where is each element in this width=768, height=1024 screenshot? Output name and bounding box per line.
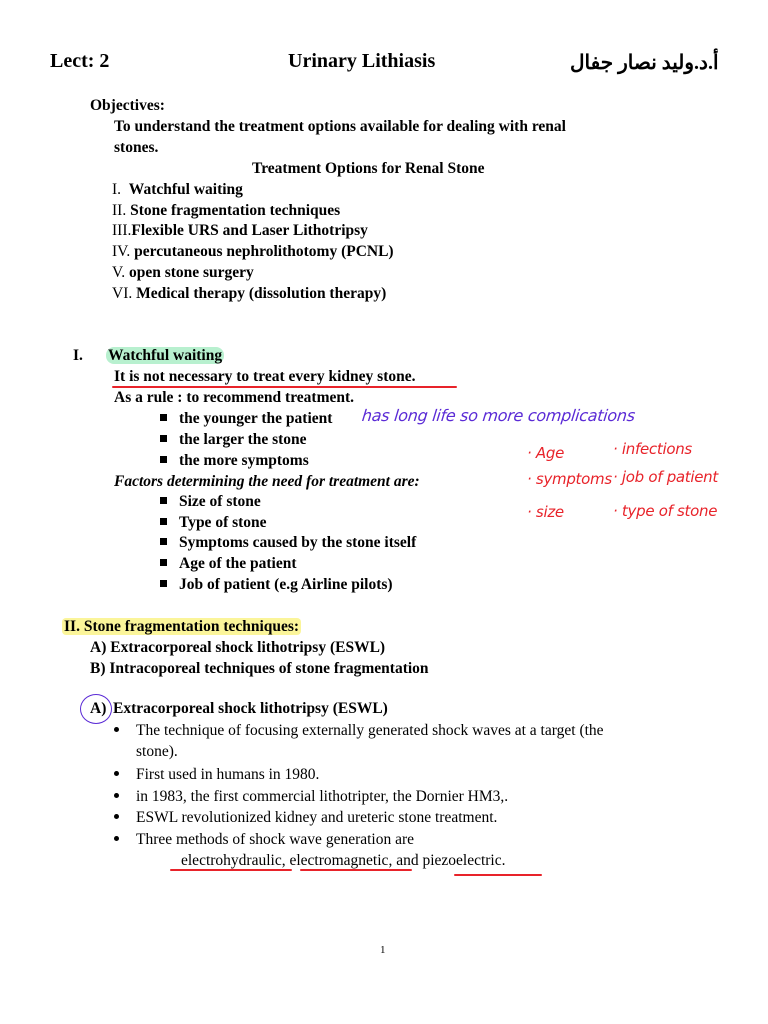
square-bullet-icon [160, 538, 167, 545]
author-name: أ.د.وليد نصار جفال [570, 52, 719, 74]
list-item: Three methods of shock wave generation are [114, 830, 414, 850]
section1-line2: As a rule : to recommend treatment. [114, 389, 355, 406]
handwritten-note-red: · job of patient [613, 468, 718, 486]
option-item: VI. Medical therapy (dissolution therapy) [112, 285, 387, 302]
handwritten-note-red: · infections [613, 440, 692, 458]
objectives-text-line1: To understand the treatment options available for dealing with renal [114, 118, 566, 135]
list-item: First used in humans in 1980. [114, 765, 319, 785]
section2-heading: II. Stone fragmentation techniques: [64, 618, 300, 635]
list-item: ESWL revolutionized kidney and ureteric stone treatment. [114, 808, 497, 828]
red-underline [300, 869, 412, 871]
handwritten-note-blue: has long life so more complications [361, 406, 636, 425]
list-item-continuation: stone). [136, 743, 178, 760]
page-title: Urinary Lithiasis [288, 50, 436, 72]
handwritten-note-red: · symptoms [527, 470, 612, 488]
methods-line: electrohydraulic, electromagnetic, and piezoelectric. [181, 852, 506, 869]
square-bullet-icon [160, 580, 167, 587]
section1-number: I. [73, 347, 83, 364]
factor-item: Size of stone [160, 492, 261, 512]
factor-item: Symptoms caused by the stone itself [160, 533, 416, 553]
handwritten-note-red: · size [527, 503, 564, 521]
section1-heading: Watchful waiting [108, 347, 223, 364]
factor-item: Age of the patient [160, 554, 297, 574]
bullet-icon [114, 814, 119, 819]
square-bullet-icon [160, 559, 167, 566]
bullet-item: the larger the stone [160, 430, 307, 450]
option-item: IV. percutaneous nephrolithotomy (PCNL) [112, 243, 394, 260]
option-item: I. Watchful waiting [112, 181, 243, 198]
square-bullet-icon [160, 518, 167, 525]
bullet-item: the more symptoms [160, 451, 309, 471]
factor-item: Type of stone [160, 513, 267, 533]
bullet-icon [114, 727, 119, 732]
factors-heading: Factors determining the need for treatment are: [114, 473, 420, 490]
bullet-icon [114, 793, 119, 798]
objectives-heading: Objectives: [90, 97, 165, 114]
square-bullet-icon [160, 435, 167, 442]
handwritten-note-red: · Age [527, 444, 565, 462]
section2-item-a: A) Extracorporeal shock lithotripsy (ESWL) [90, 639, 386, 656]
option-item: II. Stone fragmentation techniques [112, 202, 341, 219]
factor-item: Job of patient (e.g Airline pilots) [160, 575, 393, 595]
page-number: 1 [380, 944, 386, 956]
section2a-heading: Extracorporeal shock lithotripsy (ESWL) [113, 700, 388, 717]
section2-item-b: B) Intracoporeal techniques of stone fragmentation [90, 660, 429, 677]
square-bullet-icon [160, 414, 167, 421]
treatment-options-title: Treatment Options for Renal Stone [252, 160, 485, 177]
handwritten-note-red: · type of stone [613, 502, 718, 520]
option-item: III.Flexible URS and Laser Lithotripsy [112, 222, 368, 239]
list-item: The technique of focusing externally generated shock waves at a target (the [114, 721, 604, 741]
red-underline [454, 874, 542, 876]
bullet-icon [114, 836, 119, 841]
lecture-number: Lect: 2 [50, 50, 110, 72]
section1-line1: It is not necessary to treat every kidney stone. [114, 368, 416, 385]
objectives-text-line2: stones. [114, 139, 159, 156]
bullet-icon [114, 771, 119, 776]
square-bullet-icon [160, 497, 167, 504]
option-item: V. open stone surgery [112, 264, 254, 281]
square-bullet-icon [160, 456, 167, 463]
bullet-item: the younger the patient [160, 409, 332, 429]
section2a-marker: A) [90, 700, 107, 717]
red-underline [170, 869, 292, 871]
list-item: in 1983, the first commercial lithotripter, the Dornier HM3,. [114, 787, 508, 807]
